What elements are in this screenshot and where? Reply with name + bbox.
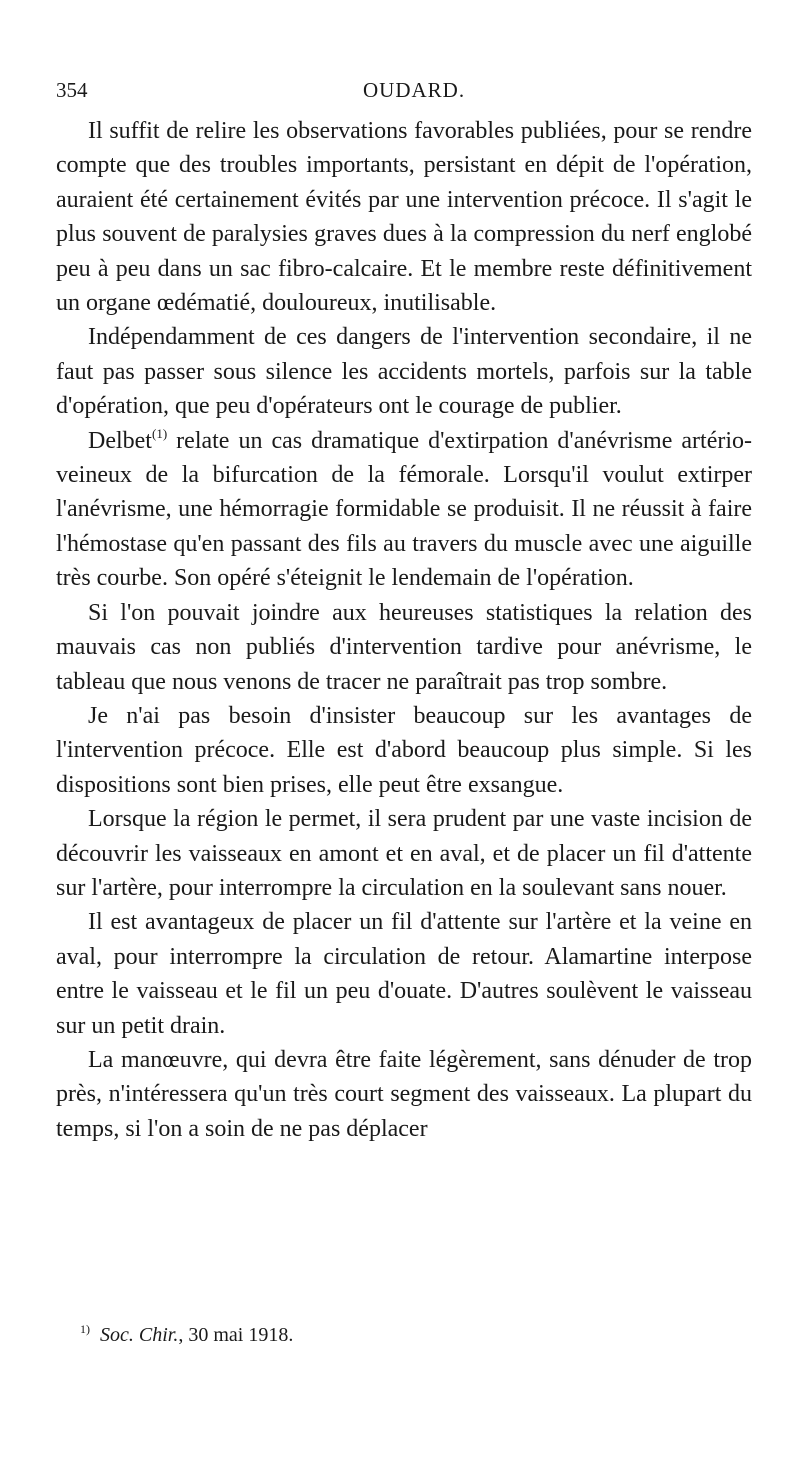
footnote-source: Soc. Chir. bbox=[100, 1324, 179, 1346]
footnote-date: , 30 mai 1918. bbox=[178, 1324, 294, 1346]
paragraph: Je n'ai pas besoin d'insister beaucoup sur les avantages de l'intervention précoce. Elle est d'abord beaucoup plus simple. Si les dispositions sont bien prises, elle peut être exsangue. bbox=[56, 702, 752, 798]
paragraph bbox=[56, 424, 752, 596]
paragraph: Si l'on pouvait joindre aux heureuses statistiques la relation des mauvais cas non publiés d'intervention tardive pour anévrisme, le tableau que nous venons de tracer ne paraîtrait pas trop sombre. bbox=[56, 599, 752, 695]
paragraph: La manœuvre, qui devra être faite légèrement, sans dénuder de trop près, n'intéressera qu'un très court segment des vaisseaux. La plupart du temps, si l'on a soin de ne pas déplacer bbox=[56, 1046, 752, 1142]
footnote-reference: (1) bbox=[151, 425, 168, 441]
paragraph-text: relate un cas dramatique d'extirpation d'anévrisme artério-veineux de la bifurcation de la fémorale. Lorsqu'il voulut extirper l'anévrisme, une hémorragie formidable se produisit. Il ne réussit à faire l'hémostase qu'en passant des fils au travers du muscle avec une aiguille très courbe. Son opéré s'éteignit le lendemain de l'opération. bbox=[56, 427, 752, 592]
body-text bbox=[56, 114, 752, 1146]
running-head: OUDARD. bbox=[363, 78, 466, 102]
footnote bbox=[80, 1322, 293, 1347]
paragraph: Il est avantageux de placer un fil d'attente sur l'artère et la veine en aval, pour interrompre la circulation de retour. Alamartine interpose entre le vaisseau et le fil un peu d'ouate. D'autres soulèvent le vaisseau sur un petit drain. bbox=[56, 909, 752, 1039]
author-name: Delbet bbox=[88, 427, 152, 454]
paragraph: Lorsque la région le permet, il sera prudent par une vaste incision de découvrir les vaisseaux en amont et en aval, et de placer un fil d'attente sur l'artère, pour interrompre la circulation en la soulevant sans nouer. bbox=[56, 806, 752, 901]
page-header bbox=[56, 78, 756, 108]
footnote-marker: 1) bbox=[80, 1322, 90, 1336]
paragraph: Il suffit de relire les observations favorables publiées, pour se rendre compte que des troubles importants, persistant en dépit de l'opération, auraient été certainement évités par une intervention précoce. Il s'agit le plus souvent de paralysies graves dues à la compression du nerf englobé peu à peu dans un sac fibro-calcaire. Et le membre reste définitivement un organe œdématié, douloureux, inutilisable. bbox=[56, 118, 752, 317]
page-number: 354 bbox=[56, 78, 88, 102]
paragraph: Indépendamment de ces dangers de l'intervention secondaire, il ne faut pas passer sous silence les accidents mortels, parfois sur la table d'opération, que peu d'opérateurs ont le courage de publier. bbox=[56, 324, 752, 420]
